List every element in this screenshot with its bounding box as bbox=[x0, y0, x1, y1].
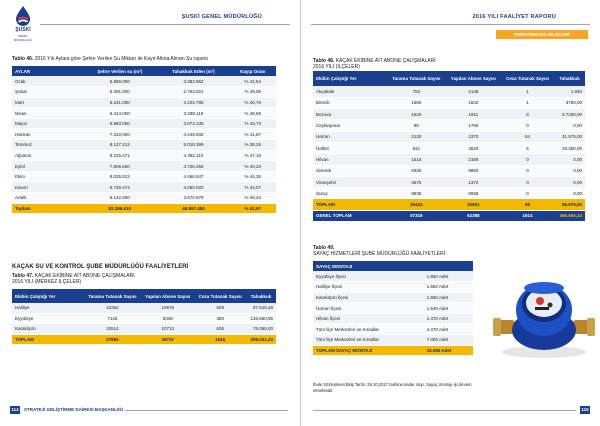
table49-caption-label: Tablo 49. bbox=[313, 245, 335, 251]
table-cell: 8325 bbox=[387, 165, 446, 176]
table48-caption bbox=[313, 58, 436, 70]
table-cell: 3.7250,00 bbox=[554, 109, 585, 120]
table-row bbox=[12, 129, 276, 140]
table46-header: Şehre Verilen su (m³) bbox=[82, 66, 157, 76]
right-page-number: 115 bbox=[581, 407, 589, 412]
table46-total-row bbox=[12, 203, 276, 214]
table-row bbox=[12, 182, 276, 193]
table48-header: Ekibin Çalıştığı Yer bbox=[313, 71, 387, 86]
table-row bbox=[12, 76, 276, 87]
header-divider bbox=[40, 24, 290, 25]
table-row bbox=[313, 120, 585, 131]
table46-header: Tahakkuk Eden (m³) bbox=[157, 66, 229, 76]
table-row bbox=[12, 97, 276, 108]
table-cell: 87.515,48 bbox=[246, 303, 276, 313]
table-cell: 3.383.952 bbox=[157, 76, 229, 87]
table-row bbox=[313, 131, 585, 142]
table-cell: 2148 bbox=[446, 86, 501, 97]
table-cell: Halfeti bbox=[313, 142, 387, 153]
table-cell: 365.806,43 bbox=[554, 210, 585, 221]
table-cell: 8348 bbox=[141, 313, 195, 323]
left-header-title: ŞUSKİ GENEL MÜDÜRLÜĞÜ bbox=[181, 14, 262, 20]
table-cell: 1.650 Adet bbox=[424, 271, 473, 282]
table-cell: TOPLAM bbox=[12, 334, 84, 344]
table-cell: 15.065 Adet bbox=[424, 345, 473, 356]
table-cell: % 40,24 bbox=[230, 193, 277, 204]
table47-header: Tahakkuk bbox=[246, 289, 276, 303]
table-cell: Suruç bbox=[313, 188, 387, 199]
table-cell: 8.127.212 bbox=[82, 140, 157, 151]
table-row bbox=[12, 161, 276, 172]
table-cell: 7.310.000 bbox=[82, 129, 157, 140]
table-cell: % 42,97 bbox=[230, 203, 277, 214]
table-cell: 6.142.000 bbox=[82, 193, 157, 204]
table-row bbox=[12, 140, 276, 151]
table-cell: 0,00 bbox=[554, 176, 585, 187]
table-cell: 99 bbox=[501, 199, 554, 210]
table-cell: Eyyübiye bbox=[12, 313, 84, 323]
table-cell: Nisan bbox=[12, 108, 82, 119]
table-cell: 2370 bbox=[446, 131, 501, 142]
table-cell: Şubat bbox=[12, 87, 82, 98]
table-cell: 6.883.000 bbox=[82, 118, 157, 129]
table-cell: 136.650,95 bbox=[246, 313, 276, 323]
table46-caption-text: 2016 Yılı Aylara göre Şehre Verilen Su Miktarı ile Kayıt Altına Alınan Su raporu bbox=[33, 56, 208, 62]
table-cell: 1614 bbox=[501, 210, 554, 221]
table-cell: Karaköprü bbox=[12, 324, 84, 334]
table-row bbox=[313, 142, 585, 153]
table-cell: Hilvan İlçesi bbox=[313, 313, 424, 324]
table-cell: 529 bbox=[195, 303, 246, 313]
table-row bbox=[313, 282, 473, 293]
table-cell: % 44,35 bbox=[230, 171, 277, 182]
table-row bbox=[313, 86, 585, 97]
table-cell: 1372 bbox=[446, 176, 501, 187]
left-page-number: 114 bbox=[11, 407, 19, 412]
table-row bbox=[313, 271, 473, 282]
table-row bbox=[313, 292, 473, 303]
table-cell: 0,00 bbox=[554, 120, 585, 131]
table-row bbox=[12, 324, 276, 334]
table-row bbox=[313, 176, 585, 187]
table-cell: 0 bbox=[501, 154, 554, 165]
table-cell: 1 bbox=[501, 86, 554, 97]
table-cell: 4.050.020 bbox=[157, 182, 229, 193]
table-cell: 1911 bbox=[446, 109, 501, 120]
table-cell: Toplam bbox=[12, 203, 82, 214]
table-cell: 84 bbox=[501, 131, 554, 142]
table49-caption bbox=[313, 245, 445, 257]
table-cell: % 48,58 bbox=[230, 108, 277, 119]
table-cell: 32651 bbox=[446, 199, 501, 210]
table-cell: % 34,07 bbox=[230, 182, 277, 193]
table-cell: Eylül bbox=[12, 161, 82, 172]
table-cell: 1.650 bbox=[554, 86, 585, 97]
table-cell: 46.997.450 bbox=[157, 203, 229, 214]
table-cell: 3575 bbox=[387, 176, 446, 187]
table-cell: Birecik bbox=[313, 97, 387, 108]
table-cell: Mart bbox=[12, 97, 82, 108]
table-row bbox=[12, 303, 276, 313]
footer-department: STRATEJİ GELİŞTİRME DAİRESİ BAŞKANLIĞI bbox=[24, 407, 123, 412]
table-cell: 29.250,00 bbox=[554, 142, 585, 153]
table-cell: 5.018.399 bbox=[157, 140, 229, 151]
table-cell: 62388 bbox=[446, 210, 501, 221]
table-cell: 1.470 Adet bbox=[424, 313, 473, 324]
table-cell: % 41,87 bbox=[230, 129, 277, 140]
table-row bbox=[313, 313, 473, 324]
table-cell: Harran İlçesi bbox=[313, 303, 424, 314]
table-row bbox=[313, 188, 585, 199]
table48-caption-text: KAÇAK EKİBİNE AİT ABONE ÇALIŞMALARI bbox=[334, 58, 436, 64]
section-heading: KAÇAK SU VE KONTROL ŞUBE MÜDÜRLÜĞÜ FAALİYETLERİ bbox=[12, 264, 189, 270]
table-cell: 57316 bbox=[387, 210, 446, 221]
table-cell: 0 bbox=[501, 165, 554, 176]
table-cell: 1.645 Adet bbox=[424, 303, 473, 314]
table-cell: Bozova bbox=[313, 109, 387, 120]
table-cell: % 38,26 bbox=[230, 140, 277, 151]
table-cell: 0 bbox=[501, 120, 554, 131]
table-cell: 6.749.474 bbox=[82, 182, 157, 193]
table-cell: Kasım bbox=[12, 182, 82, 193]
table-cell: 10676 bbox=[141, 303, 195, 313]
table47-caption bbox=[12, 273, 135, 285]
table-cell: Ceylanpınar bbox=[313, 120, 387, 131]
table-cell: 1842 bbox=[446, 97, 501, 108]
table47-header: Tarama Tutanak Sayısı bbox=[84, 289, 141, 303]
water-meter-icon bbox=[493, 270, 595, 362]
table-cell: Akçakale bbox=[313, 86, 387, 97]
table-cell: 2.763.021 bbox=[157, 87, 229, 98]
table-row bbox=[12, 313, 276, 323]
table-cell: 5.241.000 bbox=[82, 97, 157, 108]
table47-header: Ceza Tutanak Sayısı bbox=[195, 289, 246, 303]
table-cell: 3.104.785 bbox=[157, 97, 229, 108]
suski-logo bbox=[10, 6, 36, 44]
table-cell: 3750,00 bbox=[554, 97, 585, 108]
table-cell: 2120 bbox=[387, 131, 446, 142]
table-row bbox=[313, 335, 473, 346]
table-cell: Ağustos bbox=[12, 150, 82, 161]
table46-caption-label: Tablo 46. bbox=[12, 56, 34, 62]
table-row bbox=[12, 118, 276, 129]
table-cell: Viranşehir bbox=[313, 176, 387, 187]
table48-grand-total-row bbox=[313, 210, 585, 221]
table-cell: 0 bbox=[501, 188, 554, 199]
table-cell: 1860 bbox=[387, 97, 446, 108]
table-cell: 1.650 Adet bbox=[424, 292, 473, 303]
table-cell: 3.873.139 bbox=[157, 118, 229, 129]
table47-header: Ekibin Çalıştığı Yer bbox=[12, 289, 84, 303]
table47-header: Yapılan Abone Sayısı bbox=[141, 289, 195, 303]
table-cell: 3634 bbox=[446, 142, 501, 153]
table-cell: 0,00 bbox=[554, 154, 585, 165]
table-cell: Hilvan bbox=[313, 154, 387, 165]
table-cell: % 40,76 bbox=[230, 97, 277, 108]
table-cell: 8 bbox=[501, 109, 554, 120]
table49-caption-sub: SAYAÇ HİZMETLERİ ŞUBE MÜDÜRLÜĞÜ FAALİYETLERİ bbox=[313, 251, 446, 257]
table-cell: 0,00 bbox=[554, 188, 585, 199]
table-cell: % 42,54 bbox=[230, 76, 277, 87]
table49-header: SAYAÇ MONTAJI bbox=[313, 261, 473, 271]
logo-subtitle: GENEL MÜDÜRLÜĞÜ bbox=[13, 34, 33, 42]
table-cell: 4.249.932 bbox=[157, 129, 229, 140]
contract-note: İhale Sözleşmesi Bitiş Tarihi: 29.10.2017 tarihine kadar olup, Sayaç montajı işi devam etmektedir. bbox=[313, 382, 472, 393]
table-cell: 4.466.547 bbox=[157, 171, 229, 182]
table-cell: 6.414.000 bbox=[82, 108, 157, 119]
table-cell: Karaköprü İlçesi bbox=[313, 292, 424, 303]
table-cell: 753 bbox=[387, 86, 446, 97]
table46-header: Kayıp Oranı bbox=[230, 66, 277, 76]
table-cell: 29737 bbox=[141, 334, 195, 344]
table48-caption-sub: 2016 YILI (İLÇELER) bbox=[313, 64, 360, 70]
table-cell: Siverek bbox=[313, 165, 387, 176]
table-cell: 0,00 bbox=[554, 165, 585, 176]
table-cell: Harran bbox=[313, 131, 387, 142]
table-cell: Aralık bbox=[12, 193, 82, 204]
table-cell: 1765 bbox=[446, 120, 501, 131]
footer-divider bbox=[313, 410, 576, 411]
table47-caption-text: KAÇAK EKİBİNE AİT ABONE ÇALIŞMALARI bbox=[33, 273, 135, 279]
table-cell: Haziran bbox=[12, 129, 82, 140]
table-row bbox=[12, 87, 276, 98]
table-cell: 7.000 Adet bbox=[424, 335, 473, 346]
table48-header: Tarama Tutanak Sayısı bbox=[387, 71, 446, 86]
table48-caption-label: Tablo 48. bbox=[313, 58, 335, 64]
section-tab: PERFORMANS BİLGİLERİ bbox=[496, 30, 588, 39]
table-cell: % 48,06 bbox=[230, 87, 277, 98]
table47 bbox=[12, 289, 276, 345]
table-cell: 4.392.110 bbox=[157, 150, 229, 161]
table-cell: 6558 bbox=[446, 188, 501, 199]
table49-total-row bbox=[313, 345, 473, 356]
table-row bbox=[313, 303, 473, 314]
right-header-title: 2016 YILI FAALİYET RAPORU bbox=[472, 14, 556, 20]
table-cell: Tüm İlçe Merkezleri ve Kırsallar bbox=[313, 324, 424, 335]
table-row bbox=[313, 165, 585, 176]
table-cell: 636 bbox=[195, 324, 246, 334]
table48-header: Tahakkuk bbox=[554, 71, 585, 86]
table-row bbox=[313, 97, 585, 108]
table-cell: 5.391.000 bbox=[82, 87, 157, 98]
table-cell: Eyyübiye İlçesi bbox=[313, 271, 424, 282]
right-page bbox=[300, 0, 600, 426]
table-cell: 1 bbox=[501, 97, 554, 108]
table-cell: 3.670.979 bbox=[157, 193, 229, 204]
table-cell: % 47,19 bbox=[230, 150, 277, 161]
table-cell: 4.726.456 bbox=[157, 161, 229, 172]
table-cell: Haliliye bbox=[12, 303, 84, 313]
table-cell: 29424 bbox=[387, 199, 446, 210]
table-cell: 7.906.650 bbox=[82, 161, 157, 172]
table-cell: 1515 bbox=[195, 334, 246, 344]
table-cell: 350 bbox=[195, 313, 246, 323]
table-row bbox=[313, 154, 585, 165]
table-cell: 5.889.000 bbox=[82, 76, 157, 87]
table-row bbox=[313, 109, 585, 120]
table47-caption-label: Tablo 47. bbox=[12, 273, 34, 279]
table-cell: 10713 bbox=[141, 324, 195, 334]
drop-logo-icon bbox=[15, 6, 31, 26]
table-cell: 31.575,00 bbox=[554, 131, 585, 142]
table-cell: 75.065,00 bbox=[246, 324, 276, 334]
table-cell: GENEL TOPLAM bbox=[313, 210, 387, 221]
table-cell: Haliliye İlçesi bbox=[313, 282, 424, 293]
table-cell: Ocak bbox=[12, 76, 82, 87]
table-cell: 10252 bbox=[84, 303, 141, 313]
table-cell: 27892 bbox=[84, 334, 141, 344]
table-cell: 3.298.110 bbox=[157, 108, 229, 119]
table-cell: 1520 bbox=[387, 109, 446, 120]
table-cell: 8.025.812 bbox=[82, 171, 157, 182]
table-cell: 82.396.619 bbox=[82, 203, 157, 214]
table-cell: 841 bbox=[387, 142, 446, 153]
table-cell: % 40,23 bbox=[230, 161, 277, 172]
table-cell: Ekim bbox=[12, 171, 82, 182]
table-cell: 5 bbox=[501, 142, 554, 153]
table-cell: 8883 bbox=[446, 165, 501, 176]
table-row bbox=[313, 324, 473, 335]
table-cell: 8.315.471 bbox=[82, 150, 157, 161]
table-cell: TOPLAM bbox=[313, 199, 387, 210]
table-cell: 1515 bbox=[387, 154, 446, 165]
table-cell: 0 bbox=[501, 176, 554, 187]
table46-header: AYLAR bbox=[12, 66, 82, 76]
table-cell: 7126 bbox=[84, 313, 141, 323]
header-divider bbox=[311, 24, 590, 25]
table-cell: 8835 bbox=[387, 188, 446, 199]
table-cell: Mayıs bbox=[12, 118, 82, 129]
table48 bbox=[313, 71, 585, 222]
table-cell: 2168 bbox=[446, 154, 501, 165]
table46 bbox=[12, 66, 276, 214]
table-row bbox=[12, 150, 276, 161]
table-cell: % 43,73 bbox=[230, 118, 277, 129]
table47-caption-sub: 2016 YILI (MERKEZ İLÇELER) bbox=[12, 279, 82, 285]
table47-total-row bbox=[12, 334, 276, 344]
table48-total-row bbox=[313, 199, 585, 210]
table-cell: 4.470 Adet bbox=[424, 324, 473, 335]
table48-header: Yapılan Abone Sayısı bbox=[446, 71, 501, 86]
table46-caption bbox=[12, 56, 208, 62]
table-cell: TOPLAM SAYAÇ MONTAJI bbox=[313, 345, 424, 356]
table-cell: Temmuz bbox=[12, 140, 82, 151]
table-cell: 10514 bbox=[84, 324, 141, 334]
table48-header: Ceza Tutanak Sayısı bbox=[501, 71, 554, 86]
table-cell: 1.650 Adet bbox=[424, 282, 473, 293]
logo-brand: ŞUSKİ bbox=[15, 27, 31, 33]
table-cell: 299.231,43 bbox=[246, 334, 276, 344]
table49 bbox=[313, 261, 473, 356]
table-row bbox=[12, 193, 276, 204]
table-cell: Tüm İlçe Merkezleri ve Kırsallar bbox=[313, 335, 424, 346]
table-row bbox=[12, 108, 276, 119]
table-row bbox=[12, 171, 276, 182]
table-cell: 80 bbox=[387, 120, 446, 131]
table-cell: 66.575,00 bbox=[554, 199, 585, 210]
